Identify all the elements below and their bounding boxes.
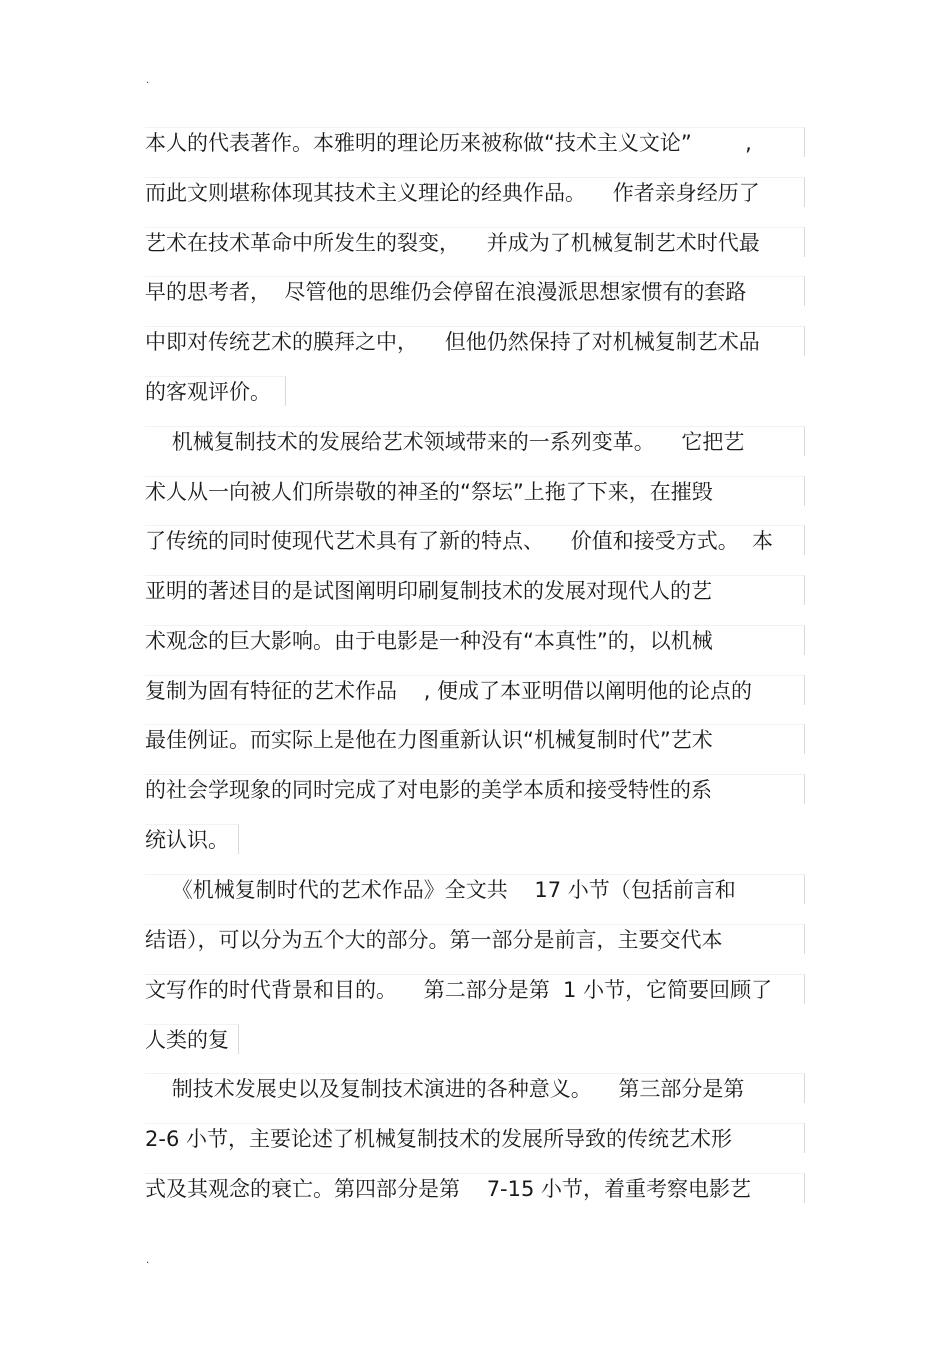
paragraph-line: 而此文则堪称体现其技术主义理论的经典作品。 作者亲身经历了	[145, 177, 805, 207]
paragraph-line: 中即对传统艺术的膜拜之中， 但他仍然保持了对机械复制艺术品	[145, 326, 805, 356]
page-marker-top: .	[146, 75, 150, 86]
paragraph-line: 的社会学现象的同时完成了对电影的美学本质和接受特性的系	[145, 774, 805, 804]
paragraph-line: 式及其观念的衰亡。第四部分是第 7-15 小节，着重考察电影艺	[145, 1173, 805, 1203]
paragraph-line: 机械复制技术的发展给艺术领域带来的一系列变革。 它把艺	[145, 426, 805, 456]
paragraph-line: 《机械复制时代的艺术作品》全文共 17 小节（包括前言和	[145, 874, 805, 904]
paragraph-line: 2-6 小节，主要论述了机械复制技术的发展所导致的传统艺术形	[145, 1123, 805, 1153]
paragraph-line: 的客观评价。	[145, 376, 286, 406]
paragraph-line: 早的思考者， 尽管他的思维仍会停留在浪漫派思想家惯有的套路	[145, 276, 805, 306]
paragraph-line: 艺术在技术革命中所发生的裂变， 并成为了机械复制艺术时代最	[145, 227, 805, 257]
paragraph-line: 统认识。	[145, 824, 239, 854]
paragraph-line: 本人的代表著作。本雅明的理论历来被称做“技术主义文论” ,	[145, 127, 805, 157]
paragraph-line: 术观念的巨大影响。由于电影是一种没有“本真性”的，以机械	[145, 625, 805, 655]
paragraph-line: 文写作的时代背景和目的。 第二部分是第 1 小节，它简要回顾了	[145, 974, 805, 1004]
paragraph-line: 结语），可以分为五个大的部分。第一部分是前言，主要交代本	[145, 924, 805, 954]
paragraph-line: 了传统的同时使现代艺术具有了新的特点、 价值和接受方式。 本	[145, 525, 805, 555]
paragraph-line: 人类的复	[145, 1024, 239, 1054]
paragraph-line: 亚明的著述目的是试图阐明印刷复制技术的发展对现代人的艺	[145, 575, 805, 605]
paragraph-line: 复制为固有特征的艺术作品 , 便成了本亚明借以阐明他的论点的	[145, 675, 805, 705]
paragraph-line: 制技术发展史以及复制技术演进的各种意义。 第三部分是第	[145, 1073, 805, 1103]
paragraph-line: 术人从一向被人们所崇敬的神圣的“祭坛”上拖了下来，在摧毁	[145, 476, 805, 506]
paragraph-line: 最佳例证。而实际上是他在力图重新认识“机械复制时代”艺术	[145, 724, 805, 754]
page-marker-bottom: .	[146, 1255, 150, 1266]
